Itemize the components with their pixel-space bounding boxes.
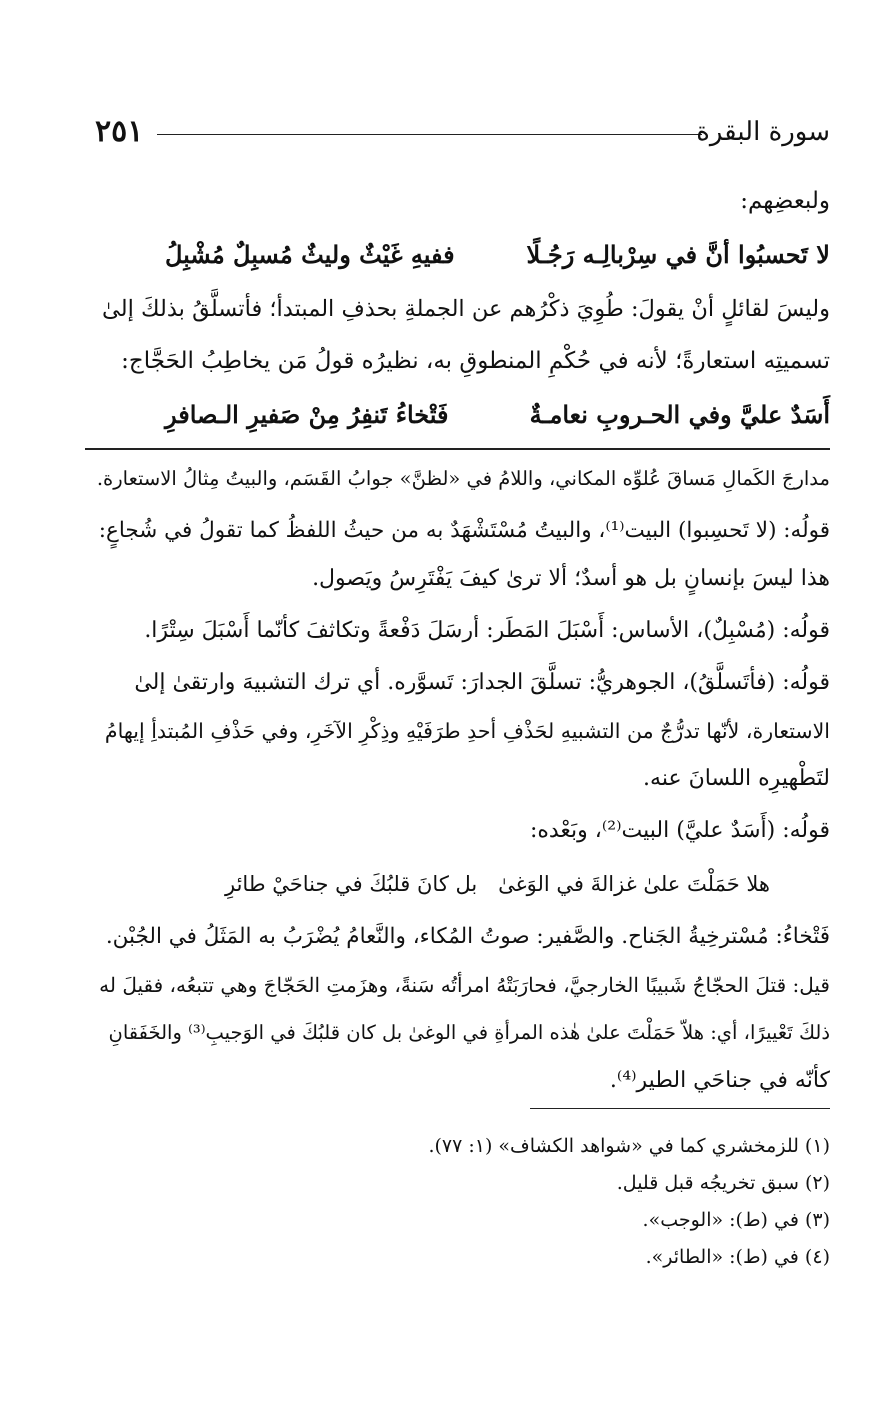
footnote: (١) للزمخشري كما في «شواهد الكشاف» (١: ٧٧).	[428, 1135, 830, 1157]
verse-1	[95, 227, 830, 283]
footnote-rule	[530, 1108, 830, 1109]
commentary	[95, 455, 830, 1105]
page-header	[95, 112, 830, 152]
verse-2	[95, 387, 830, 443]
intro-line: ولبعضِهم:	[740, 188, 830, 214]
verse-3	[95, 855, 830, 913]
prose-line: وليسَ لقائلٍ أنْ يقولَ: طُوِيَ ذكْرُهم عن الجملةِ بحذفِ المبتدأ؛ فأتسلَّقُ بذلكَ إلىٰ	[102, 296, 830, 322]
commentary-line: قولُه: (مُسْبِلٌ)، الأساس: أَسْبَلَ المَطَر: أرسَلَ دَفْعةً وتكاثفَ كأنّما أَسْبَلَ سِتْرًا.	[144, 618, 830, 643]
commentary-line: قيل: قتلَ الحجّاجُ شَبيبًا الخارجيَّ، فحارَبَتْهُ امرأتُه سَنةً، وهزَمتِ الحَجّاجَ وهي تتبعُه، فقيلَ له	[99, 973, 830, 997]
page-number: ٢٥١	[95, 114, 144, 149]
main-commentary-divider	[85, 448, 830, 450]
prose-line: تسميتِه استعارةً؛ لأنه في حُكْمِ المنطوقِ به، نظيرُه قولُ مَن يخاطِبُ الحَجَّاج:	[121, 348, 830, 374]
commentary-line: كأنّه في جناحَي الطير⁽⁴⁾.	[609, 1068, 830, 1093]
commentary-line: لتَطْهيرِه اللسانَ عنه.	[643, 766, 830, 791]
commentary-line: هذا ليسَ بإنسانٍ بل هو أسدٌ؛ ألا ترىٰ كيفَ يَفْتَرِسُ ويَصول.	[312, 566, 830, 591]
header-rule	[157, 134, 702, 135]
footnotes	[95, 1128, 830, 1276]
commentary-line: مدارجَ الكَمالِ مَساقَ عُلوِّه المكاني، واللامُ في «لظنَّ» جوابُ القَسَم، والبيتُ مِثالُ الاستعارة.	[96, 467, 830, 490]
verse-3-second-hemistich: بل كانَ قلبُكَ في جناحَيْ طائرِ	[225, 872, 478, 896]
commentary-line: الاستعارة، لأنّها تدرُّجٌ من التشبيهِ لحَذْفِ أحدِ طرَفَيْهِ وذِكْرِ الآخَرِ، وفي حَذْفِ المُبتدأِ إيهامُ	[104, 719, 830, 743]
footnote: (٣) في (ط): «الوجب».	[642, 1209, 830, 1231]
verse-1-second-hemistich: ففيهِ غَيْثٌ وليثٌ مُسبِلٌ مُشْبِلُ	[165, 240, 455, 269]
verse-3-first-hemistich: هلا حَمَلْتَ علىٰ غزالةَ في الوَغىٰ	[498, 872, 770, 896]
commentary-line: ذلكَ تَعْييرًا، أي: هلاّ حَمَلْتَ علىٰ هٰذه المرأةِ في الوغىٰ بل كان قلبُكَ في الوَجيبِ⁽³⁾ والخَفَقانِ	[108, 1021, 830, 1044]
commentary-line: قولُه: (فأتَسلَّقُ)، الجوهريُّ: تسلَّقَ الجدارَ: تَسوَّره. أي ترك التشبيهَ وارتقىٰ إلىٰ	[134, 670, 830, 695]
main-text	[95, 175, 830, 443]
verse-2-first-hemistich: أَسَدٌ عليَّ وفي الحـروبِ نعامـةٌ	[529, 400, 830, 429]
footnote: (٤) في (ط): «الطائر».	[645, 1246, 830, 1268]
footnote: (٢) سبق تخريجُه قبل قليل.	[616, 1172, 830, 1194]
verse-1-first-hemistich: لا تَحسبُوا أنَّ في سِرْبالِـه رَجُـلًا	[526, 240, 830, 269]
verse-2-second-hemistich: فَتْخاءُ تَنفِرُ مِنْ صَفيرِ الـصافرِ	[165, 400, 449, 429]
commentary-line: فَتْخاءُ: مُسْترخِيةُ الجَناح. والصَّفير: صوتُ المُكاء، والنَّعامُ يُضْرَبُ به المَثَلُ في الجُبْن.	[105, 924, 830, 949]
commentary-line: قولُه: (لا تَحسِبوا) البيت⁽¹⁾، والبيتُ مُسْتَشْهَدٌ به من حيثُ اللفظُ كما تقولُ في شُجاعٍ:	[98, 518, 830, 543]
commentary-line: قولُه: (أَسَدٌ عليَّ) البيت⁽²⁾، وبَعْده:	[529, 818, 830, 843]
surah-title: سورة البقرة	[696, 117, 830, 147]
